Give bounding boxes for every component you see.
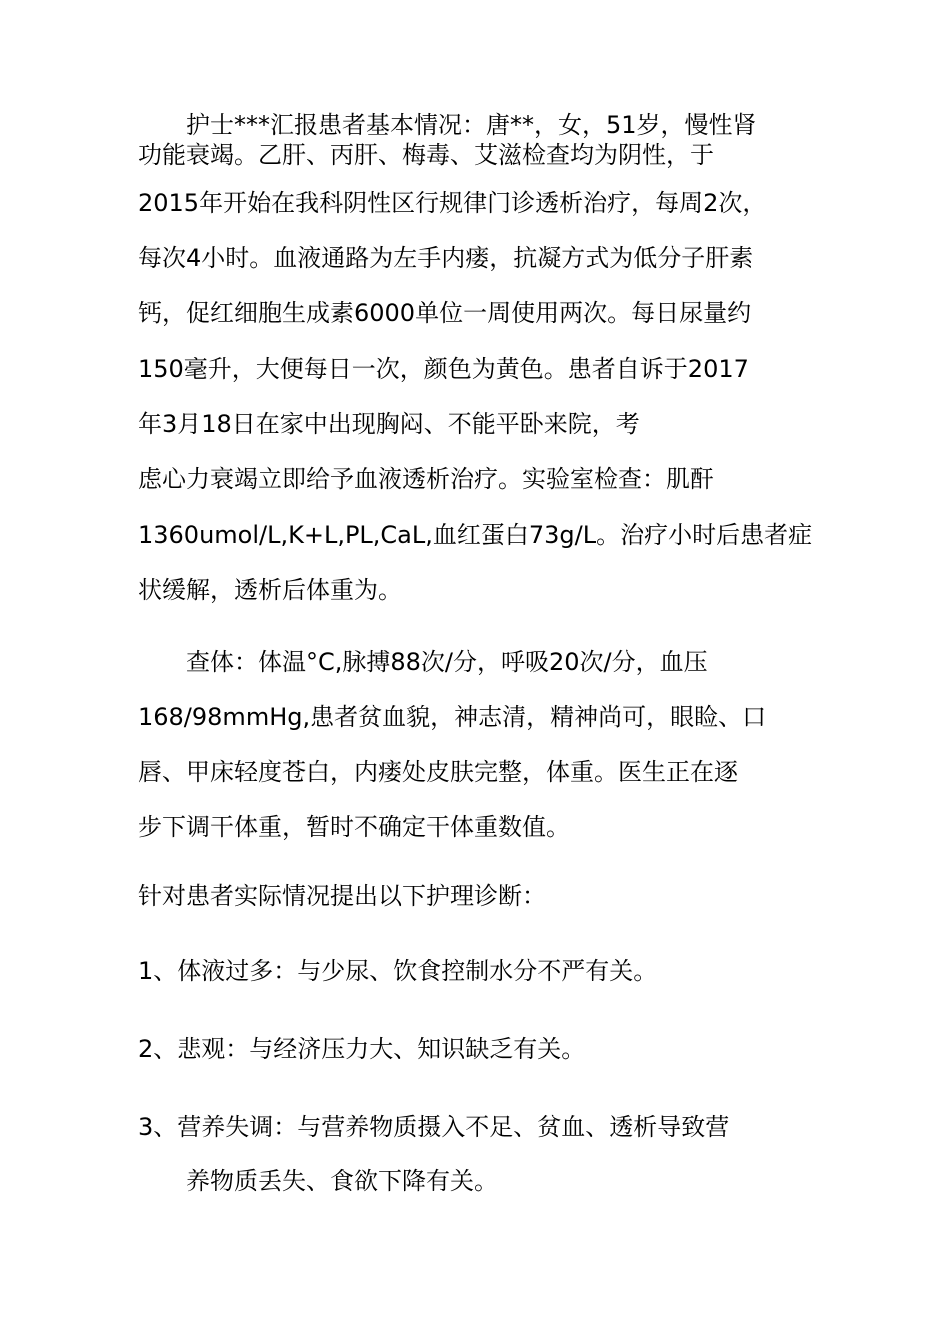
report-line-10: 状缓解，透析后体重为。 bbox=[138, 576, 402, 604]
diagnosis-item-3: 3、营养失调：与营养物质摄入不足、贫血、透析导致营 bbox=[138, 1113, 730, 1141]
report-line-1: 护士***汇报患者基本情况：唐**，女，51岁，慢性肾 bbox=[186, 111, 757, 139]
exam-line-2: 168/98mmHg,患者贫血貌，神志清，精神尚可，眼睑、口 bbox=[138, 703, 767, 731]
exam-line-3: 唇、甲床轻度苍白，内瘘处皮肤完整，体重。医生正在逐 bbox=[138, 758, 738, 786]
exam-line-1: 查体：体温°C,脉搏88次/分，呼吸20次/分，血压 bbox=[186, 648, 708, 676]
report-line-4: 每次4小时。血液通路为左手内瘘，抗凝方式为低分子肝素 bbox=[138, 244, 754, 272]
report-line-6: 150毫升，大便每日一次，颜色为黄色。患者自诉于2017 bbox=[138, 355, 749, 383]
diagnosis-item-1: 1、体液过多：与少尿、饮食控制水分不严有关。 bbox=[138, 957, 658, 985]
report-line-3: 2015年开始在我科阴性区行规律门诊透析治疗，每周2次， bbox=[138, 189, 767, 217]
diagnosis-item-2: 2、悲观：与经济压力大、知识缺乏有关。 bbox=[138, 1035, 586, 1063]
report-line-5: 钙，促红细胞生成素6000单位一周使用两次。每日尿量约 bbox=[138, 299, 752, 327]
diagnosis-intro: 针对患者实际情况提出以下护理诊断： bbox=[138, 882, 546, 910]
exam-line-4: 步下调干体重，暂时不确定干体重数值。 bbox=[138, 813, 570, 841]
diagnosis-item-3-continuation: 养物质丢失、食欲下降有关。 bbox=[186, 1167, 498, 1195]
report-line-9: 1360umol/L,K+L,PL,CaL,血红蛋白73g/L。治疗小时后患者症 bbox=[138, 521, 813, 549]
report-line-8: 虑心力衰竭立即给予血液透析治疗。实验室检查：肌酐 bbox=[138, 465, 714, 493]
report-line-7: 年3月18日在家中出现胸闷、不能平卧来院，考 bbox=[138, 410, 640, 438]
report-line-2: 功能衰竭。乙肝、丙肝、梅毒、艾滋检查均为阴性，于 bbox=[138, 141, 714, 169]
